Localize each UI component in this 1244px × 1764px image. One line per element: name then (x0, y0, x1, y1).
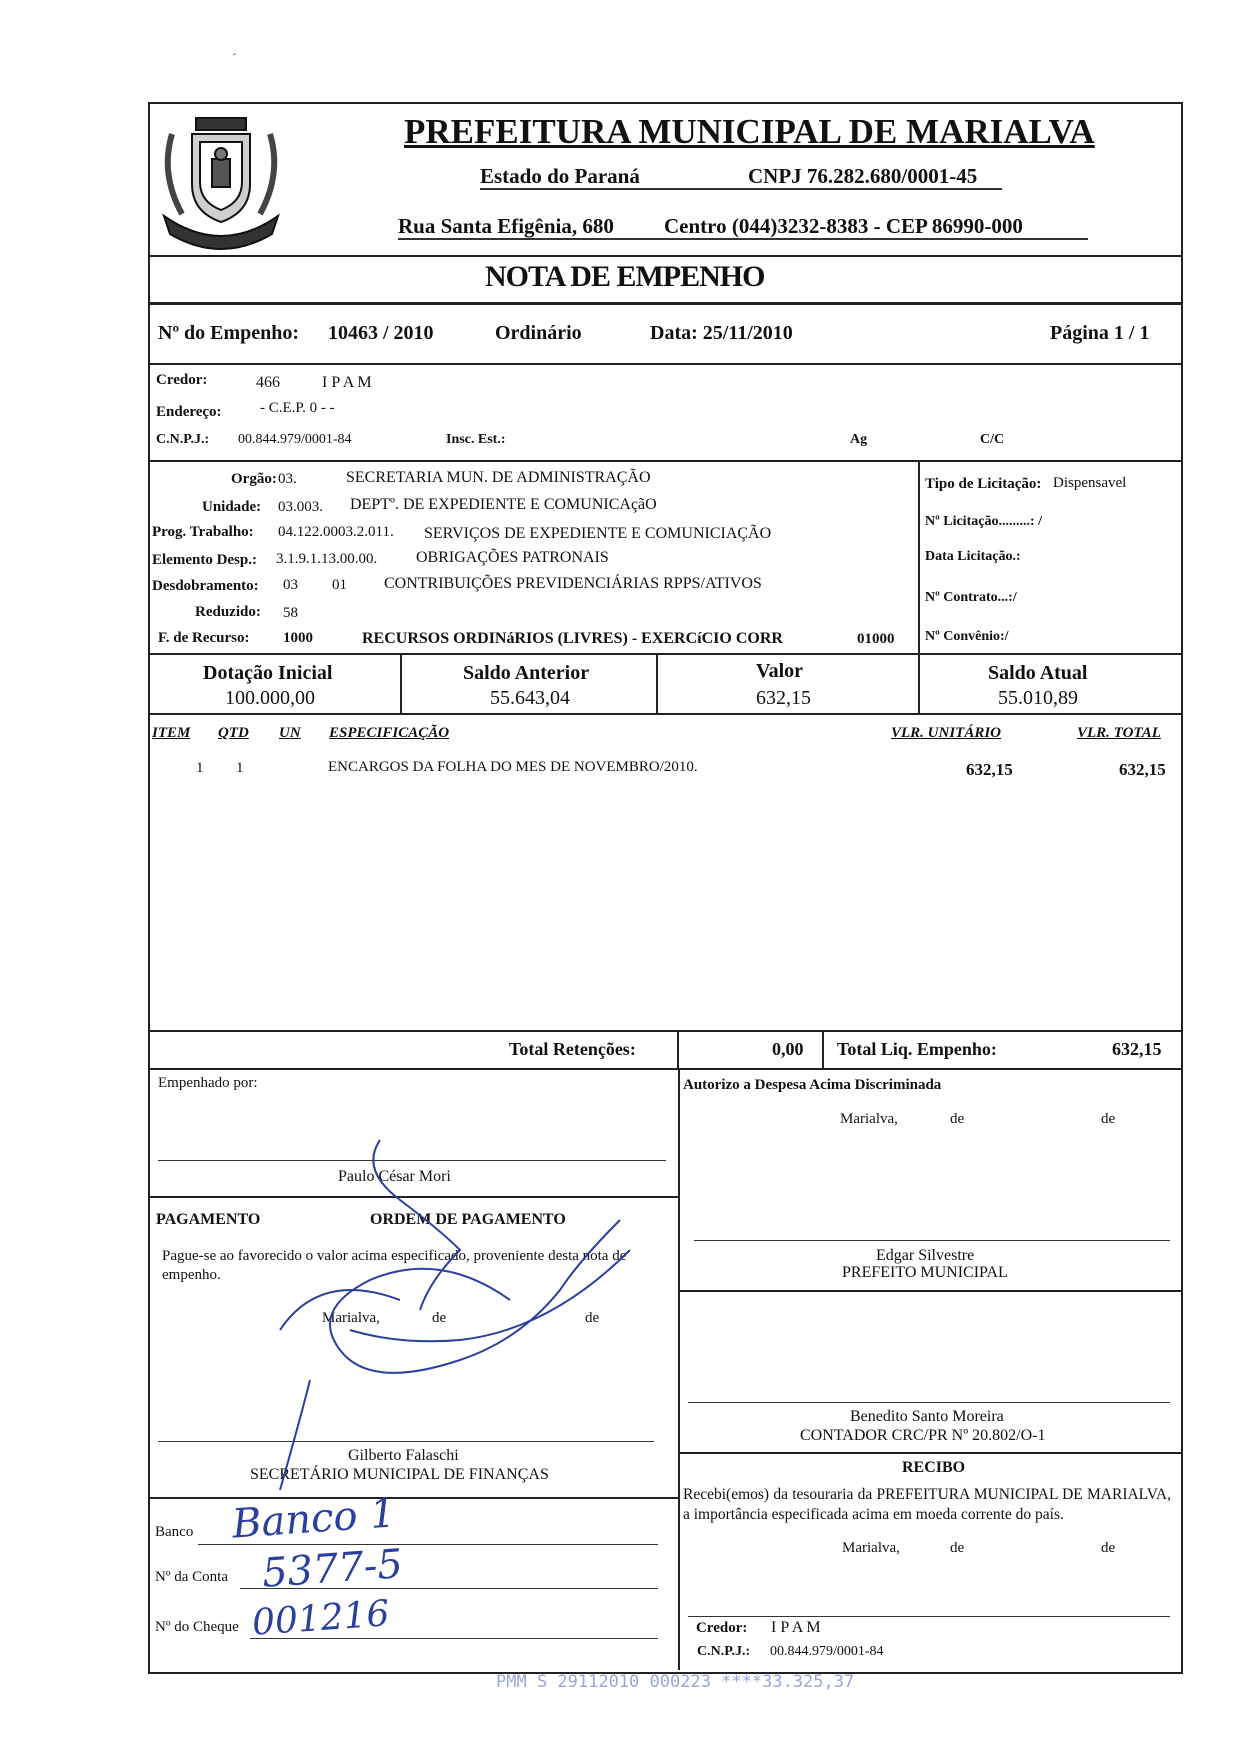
recibo-label: RECIBO (902, 1459, 966, 1476)
banco-handwritten: Banco 1 (230, 1490, 398, 1548)
credor-name: I P A M (322, 374, 372, 391)
fonte-label: F. de Recurso: (158, 630, 250, 646)
pagamento-place: Marialva, (322, 1310, 380, 1326)
header-cnpj: CNPJ 76.282.680/0001-45 (748, 164, 978, 188)
dotacao-inicial-label: Dotação Inicial (203, 662, 333, 684)
pagamento-text: Pague-se ao favorecido o valor acima especificado, proveniente desta nota de empenho. (162, 1248, 627, 1283)
saldo-anterior-label: Saldo Anterior (463, 662, 590, 684)
cnpj-value: 00.844.979/0001-84 (238, 432, 352, 447)
autorizo-place: Marialva, (840, 1111, 898, 1127)
endereco-label: Endereço: (156, 404, 222, 420)
recibo-credor-label: Credor: (696, 1620, 748, 1636)
contrato-number: Nº Contrato...:/ (925, 590, 1017, 605)
col-un: UN (279, 725, 301, 741)
total-liq-value: 632,15 (1112, 1039, 1162, 1059)
insc-label: Insc. Est.: (446, 432, 506, 447)
row-vlr-total: 632,15 (1119, 760, 1166, 779)
elemento-desc: OBRIGAÇÕES PATRONAIS (416, 549, 609, 566)
authentication-stamp: PMM S 29112010 000223 ****33.325,37 (496, 1672, 855, 1692)
col-especificacao: ESPECIFICAÇÃO (329, 725, 450, 741)
valor-label: Valor (756, 660, 804, 682)
pagamento-de2: de (585, 1310, 600, 1326)
orgao-desc: SECRETARIA MUN. DE ADMINISTRAÇÃO (346, 469, 651, 486)
empenho-type: Ordinário (495, 322, 582, 344)
recibo-cnpj-label: C.N.P.J.: (697, 1644, 751, 1659)
endereco-value: - C.E.P. 0 - - (260, 400, 335, 416)
tipo-licitacao-label: Tipo de Licitação: (925, 476, 1042, 492)
col-qtd: QTD (218, 725, 249, 741)
tipo-licitacao-value: Dispensavel (1053, 475, 1127, 491)
empenhado-signer: Paulo César Mori (338, 1168, 451, 1185)
empenho-date: Data: 25/11/2010 (650, 322, 793, 344)
valor-value: 632,15 (756, 687, 811, 709)
autorizo-label: Autorizo a Despesa Acima Discriminada (683, 1077, 942, 1093)
cc-label: C/C (980, 432, 1005, 447)
total-retencoes-value: 0,00 (772, 1039, 804, 1059)
document-title: NOTA DE EMPENHO (485, 260, 765, 293)
saldo-anterior-value: 55.643,04 (490, 687, 570, 709)
secretario-role: SECRETÁRIO MUNICIPAL DE FINANÇAS (250, 1466, 549, 1483)
credor-label: Credor: (156, 372, 208, 388)
pagamento-de1: de (432, 1310, 447, 1326)
row-especificacao: ENCARGOS DA FOLHA DO MES DE NOVEMBRO/2010. (328, 759, 698, 775)
fonte-code: 1000 (283, 630, 313, 646)
desdobramento-desc: CONTRIBUIÇÕES PREVIDENCIÁRIAS RPPS/ATIVOS (384, 575, 762, 592)
recibo-credor-value: I P A M (771, 1619, 821, 1636)
empenhado-por-label: Empenhado por: (158, 1075, 258, 1091)
scan-mark: ´ (232, 52, 237, 67)
elemento-label: Elemento Desp.: (152, 552, 257, 568)
page-number: Página 1 / 1 (1050, 322, 1150, 344)
dotacao-inicial-value: 100.000,00 (225, 687, 315, 709)
signature-scribble (270, 1130, 650, 1500)
recibo-de2: de (1101, 1540, 1116, 1556)
empenho-number-label: Nº do Empenho: (158, 322, 300, 344)
header-address-rest: Centro (044)3232-8383 - CEP 86990-000 (664, 214, 1023, 238)
contador-name: Benedito Santo Moreira (850, 1408, 1004, 1425)
conta-handwritten: 5377-5 (260, 1541, 405, 1597)
recibo-text: Recebi(emos) da tesouraria da PREFEITURA MUNICIPAL DE MARIALVA, a importância especificada acima em moeda corrente do país. (683, 1486, 1171, 1523)
cheque-handwritten: 001216 (250, 1593, 391, 1644)
conta-label: Nº da Conta (155, 1569, 228, 1585)
unidade-label: Unidade: (202, 499, 262, 515)
prefeito-role: PREFEITO MUNICIPAL (842, 1264, 1008, 1281)
pagamento-label: PAGAMENTO (156, 1211, 261, 1228)
recibo-de1: de (950, 1540, 965, 1556)
reduzido-value: 58 (283, 605, 298, 621)
ag-label: Ag (850, 432, 868, 447)
autorizo-de2: de (1101, 1111, 1116, 1127)
recibo-cnpj-value: 00.844.979/0001-84 (770, 1644, 884, 1659)
reduzido-label: Reduzido: (195, 604, 261, 620)
autorizo-de1: de (950, 1111, 965, 1127)
header-title: PREFEITURA MUNICIPAL DE MARIALVA (404, 112, 1095, 151)
ordem-pagamento-label: ORDEM DE PAGAMENTO (370, 1211, 566, 1228)
elemento-code: 3.1.9.1.13.00.00. (276, 551, 378, 567)
header-state: Estado do Paraná (480, 164, 640, 188)
credor-code: 466 (256, 374, 280, 391)
col-vlr-unitario: VLR. UNITÁRIO (891, 725, 1002, 741)
col-item: ITEM (152, 725, 191, 741)
row-vlr-unitario: 632,15 (966, 760, 1013, 779)
licitacao-date: Data Licitação.: (925, 549, 1021, 564)
unidade-code: 03.003. (278, 499, 323, 515)
cnpj-label: C.N.P.J.: (156, 432, 210, 447)
col-vlr-total: VLR. TOTAL (1077, 725, 1161, 741)
unidade-desc: DEPTº. DE EXPEDIENTE E COMUNICAçãO (350, 496, 657, 513)
cheque-label: Nº do Cheque (155, 1619, 239, 1635)
orgao-label: Orgão: (231, 471, 277, 487)
licitacao-number: Nº Licitação.........: / (925, 514, 1042, 529)
recibo-place: Marialva, (842, 1540, 900, 1556)
saldo-atual-label: Saldo Atual (988, 662, 1088, 684)
desdobramento-code2: 01 (332, 577, 347, 593)
secretario-name: Gilberto Falaschi (348, 1447, 459, 1464)
empenho-number: 10463 / 2010 (328, 322, 434, 344)
desdobramento-code1: 03 (283, 577, 298, 593)
saldo-atual-value: 55.010,89 (998, 687, 1078, 709)
convenio-number: Nº Convênio:/ (925, 629, 1009, 644)
banco-label: Banco (155, 1524, 194, 1540)
fonte-number: 01000 (857, 631, 895, 647)
orgao-code: 03. (278, 471, 297, 487)
total-liq-label: Total Liq. Empenho: (837, 1039, 997, 1059)
prog-code: 04.122.0003.2.011. (278, 524, 394, 540)
prog-label: Prog. Trabalho: (152, 524, 254, 540)
prog-desc: SERVIÇOS DE EXPEDIENTE E COMUNICIAÇÃO (424, 525, 772, 542)
header-address: Rua Santa Efigênia, 680 (398, 214, 614, 238)
coat-of-arms-logo (152, 104, 290, 254)
contador-role: CONTADOR CRC/PR Nº 20.802/O-1 (800, 1427, 1046, 1444)
prefeito-name: Edgar Silvestre (876, 1247, 975, 1264)
row-item: 1 (196, 760, 204, 776)
fonte-desc: RECURSOS ORDINáRIOS (LIVRES) - EXERCíCIO CORR (362, 630, 783, 647)
desdobramento-label: Desdobramento: (152, 578, 259, 594)
total-retencoes-label: Total Retenções: (509, 1039, 636, 1059)
row-qtd: 1 (236, 760, 244, 776)
